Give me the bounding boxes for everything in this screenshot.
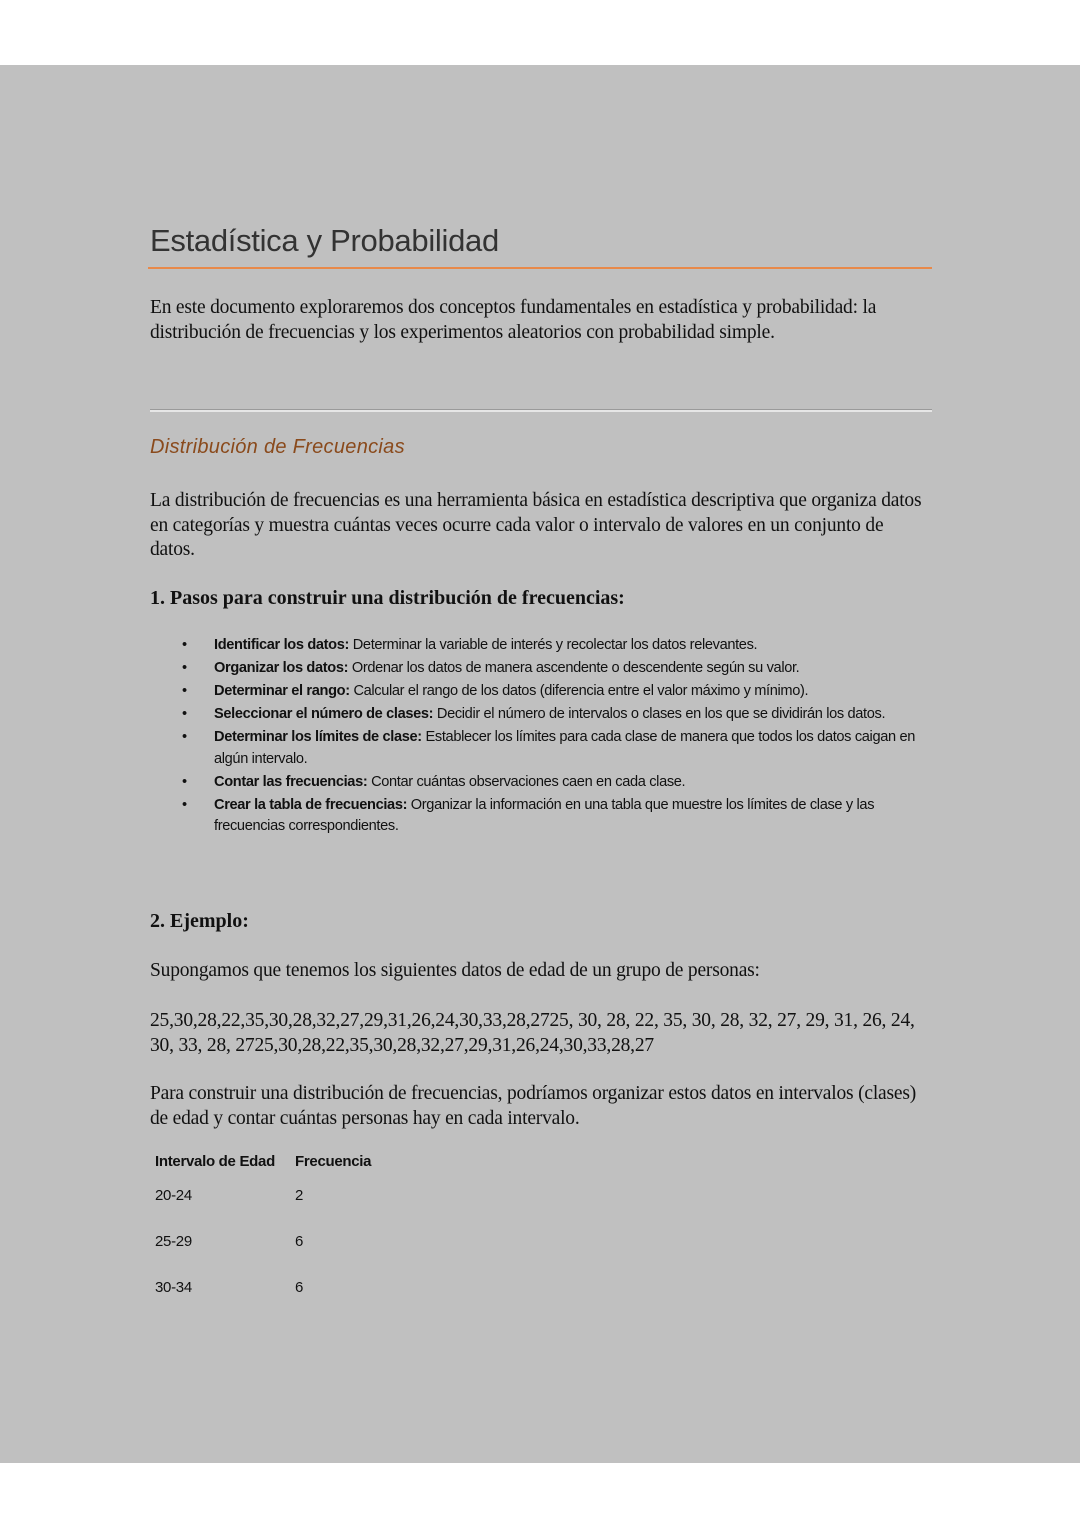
list-item: [150, 658, 940, 680]
step-text: Ordenar los datos de manera ascendente o descendente según su valor.: [348, 660, 800, 676]
table-row: [152, 1233, 374, 1279]
step-term: Identificar los datos:: [214, 637, 350, 653]
list-item: [150, 681, 940, 703]
step-text: Determinar la variable de interés y recolectar los datos relevantes.: [349, 637, 758, 653]
step-term: Determinar los límites de clase:: [214, 729, 422, 745]
section-subtitle: Distribución de Frecuencias: [150, 436, 405, 458]
step-term: Determinar el rango:: [214, 683, 350, 699]
definition-paragraph: La distribución de frecuencias es una herramienta básica en estadística descriptiva que organiza datos en categorías y muestra cuántas veces ocurre cada valor o intervalo de valores en un conjunto de datos.: [150, 490, 922, 560]
bullet-icon: •: [182, 637, 187, 653]
bullet-icon: •: [182, 729, 187, 745]
step-term: Organizar los datos:: [214, 660, 349, 676]
column-header-interval: Intervalo de Edad: [155, 1153, 275, 1170]
section-divider: [150, 409, 932, 412]
list-item: [150, 704, 940, 726]
list-item: [150, 727, 940, 770]
interval-cell: 20-24: [155, 1187, 192, 1204]
table-row: [152, 1279, 374, 1325]
bullet-icon: •: [182, 660, 187, 676]
step-text: Calcular el rango de los datos (diferencia entre el valor máximo y mínimo).: [349, 683, 809, 699]
table-row: [152, 1187, 374, 1233]
frequency-cell: 2: [295, 1187, 304, 1204]
interval-cell: 30-34: [155, 1279, 192, 1296]
list-item: [150, 635, 940, 657]
title-underline: [148, 267, 932, 269]
list-item: [150, 795, 940, 838]
step-term: Crear la tabla de frecuencias:: [214, 796, 408, 813]
list-item: [150, 772, 940, 794]
step-term: Seleccionar el número de clases:: [214, 706, 434, 722]
frequency-cell: 6: [295, 1279, 304, 1296]
document-page: [0, 65, 1080, 1463]
table-header-row: [152, 1153, 374, 1187]
step-text: Contar cuántas observaciones caen en cada clase.: [367, 773, 686, 790]
step-text: Organizar la información en una tabla que muestre los límites de clase y las frecuencias correspondientes.: [214, 796, 875, 834]
example-heading: 2. Ejemplo:: [150, 910, 249, 932]
bullet-icon: •: [182, 773, 187, 790]
bullet-icon: •: [182, 796, 187, 813]
step-text: Decidir el número de intervalos o clases en los que se dividirán los datos.: [433, 706, 886, 722]
age-dataset: 25,30,28,22,35,30,28,32,27,29,31,26,24,30,33,28,2725, 30, 28, 22, 35, 30, 28, 32, 27, 29, 31, 26, 24, 30, 33, 28, 2725,30,28,22,35,30,28,32,27,29,31,26,24,30,33,28,27: [150, 1010, 915, 1056]
steps-list: [150, 635, 940, 839]
bullet-icon: •: [182, 706, 187, 722]
document-title: Estadística y Probabilidad: [150, 223, 499, 258]
example-explanation: Para construir una distribución de frecuencias, podríamos organizar estos datos en intervalos (clases) de edad y contar cuántas personas hay en cada intervalo.: [150, 1083, 917, 1129]
column-header-frequency: Frecuencia: [295, 1153, 372, 1170]
frequency-cell: 6: [295, 1233, 304, 1250]
step-term: Contar las frecuencias:: [214, 773, 368, 790]
interval-cell: 25-29: [155, 1233, 192, 1250]
intro-paragraph: En este documento exploraremos dos conceptos fundamentales en estadística y probabilidad: la distribución de frecuencias y los experimentos aleatorios con probabilidad simple.: [150, 297, 877, 343]
frequency-table: [152, 1153, 374, 1325]
steps-heading: 1. Pasos para construir una distribución de frecuencias:: [150, 587, 625, 609]
example-intro: Supongamos que tenemos los siguientes datos de edad de un grupo de personas:: [150, 960, 760, 981]
step-text: Establecer los límites para cada clase de manera que todos los datos caigan en algún intervalo.: [214, 729, 915, 767]
bullet-icon: •: [182, 683, 187, 699]
